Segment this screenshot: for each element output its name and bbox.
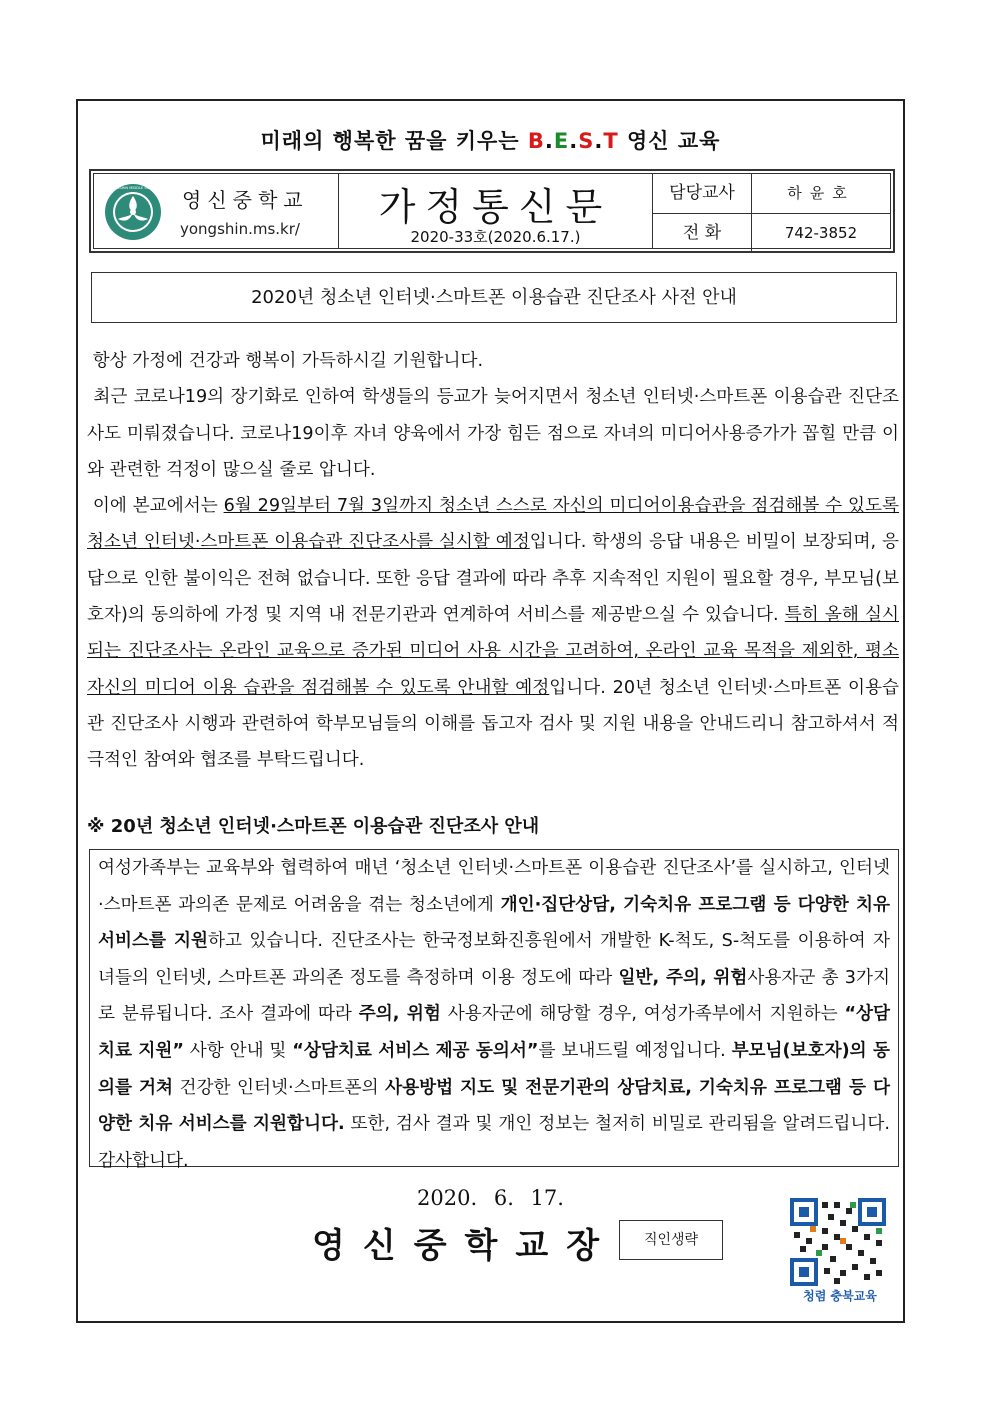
announcement-underline: 6월 29일부터 7월 3일까지 청소년 스스로 자신의 미디어이용습관을 점검해볼 수 있도록 청소년 인터넷·스마트폰 이용습관 진단조사를 실시할 예정 xyxy=(87,496,900,553)
notice-box xyxy=(89,849,899,1171)
header-table xyxy=(89,169,895,253)
notice-text: 사항 안내 및 xyxy=(183,1040,293,1061)
notice-heading: ※ 20년 청소년 인터넷·스마트폰 이용습관 진단조사 안내 xyxy=(87,816,540,837)
announcement-paragraph xyxy=(87,488,899,778)
slogan-letter-s: S xyxy=(578,129,595,153)
notice-emphasis: 사용방법 지도 및 전문기관의 상담치료, 기숙치유 프로그램 등 다양한 치유 서비스를 지원합니다. xyxy=(98,1077,891,1135)
greeting-paragraph xyxy=(87,343,899,379)
slogan-letter-e: E xyxy=(553,129,570,153)
phone-row xyxy=(653,214,890,253)
principal-signature: 영신중학교장 xyxy=(312,1226,618,1266)
school-logo-icon xyxy=(104,183,162,241)
school-url: yongshin.ms.kr/ xyxy=(180,220,300,238)
title-cell xyxy=(339,174,653,248)
announcement-text: 입니다. 20년 청소년 인터넷·스마트폰 이용습관 진단조사 시행과 관련하여 학부모님들의 이해를 돕고자 검사 및 지원 내용을 안내드리니 참고하셔서 적극적인 참여와 협조를 부탁드립니다. xyxy=(87,677,899,771)
slogan-text: 미래의 행복한 꿈을 키우는 xyxy=(260,129,528,153)
slogan-dot: . xyxy=(544,129,554,153)
announcement-text: 입니다. 학생의 응답 내용은 비밀이 보장되며, 응답으로 인한 불이익은 전혀 없습니다. 또한 응답 결과에 따라 추후 지속적인 지원이 필요할 경우, 부모님(보호자)의 동의하에 가정 및 지역 내 전문기관과 연계하여 서비스를 제공받으실 수 있습니다. xyxy=(87,532,899,626)
notice-text: 건강한 인터넷·스마트폰의 xyxy=(173,1077,386,1098)
phone-label: 전 화 xyxy=(653,214,752,253)
slogan-letter-b: B xyxy=(527,129,545,153)
teacher-value: 하윤호 xyxy=(787,184,855,202)
notice-text: 사용자군 총 3가지로 분류됩니다. 조사 결과에 따라 xyxy=(98,967,890,1025)
notice-emphasis: 일반, 주의, 위험 xyxy=(618,967,748,988)
notice-emphasis: “상담치료 지원” xyxy=(98,1004,891,1061)
contact-cell xyxy=(653,174,890,248)
newsletter-frame xyxy=(76,99,905,1323)
slogan xyxy=(78,125,903,155)
background-paragraph xyxy=(87,379,899,488)
notice-text: 사용자군에 해당할 경우, 여성가족부에서 지원하는 xyxy=(440,1004,845,1025)
notice-emphasis: “상담치료 서비스 제공 동의서” xyxy=(292,1040,539,1061)
notice-text: 또한, 검사 결과 및 개인 정보는 철저히 비밀로 관리됨을 알려드립니다. 감사합니다. xyxy=(98,1114,890,1171)
background-text: 최근 코로나19의 장기화로 인하여 학생들의 등교가 늦어지면서 청소년 인터넷·스마트폰 이용습관 진단조사도 미뤄졌습니다. 코로나19이후 자녀 양육에서 가장 힘든 점으로 자녀의 미디어사용증가가 꼽힐 만큼 이와 관련한 걱정이 많으실 줄로 압니다. xyxy=(87,387,899,480)
subject-box: 2020년 청소년 인터넷·스마트폰 이용습관 진단조사 사전 안내 xyxy=(91,272,897,323)
qr-caption: 청렴 충북교육 xyxy=(803,1289,877,1303)
issue-number: 2020-33호(2020.6.17.) xyxy=(410,228,581,246)
notice-emphasis: 주의, 위험 xyxy=(358,1004,441,1025)
slogan-dot: . xyxy=(594,129,604,153)
notice-text: 여성가족부는 교육부와 협력하여 매년 ‘청소년 인터넷·스마트폰 이용습관 진단조사’를 실시하고, 인터넷·스마트폰 과의존 문제로 어려움을 겪는 청소년에게 xyxy=(98,858,890,915)
slogan-letter-t: T xyxy=(603,129,619,153)
teacher-row xyxy=(653,174,890,214)
phone-value: 742-3852 xyxy=(784,224,858,242)
teacher-label: 담당교사 xyxy=(653,174,752,213)
notice-emphasis: 부모님(보호자)의 동의를 거쳐 xyxy=(98,1040,890,1098)
slogan-suffix: 영신 교육 xyxy=(618,129,721,153)
notice-emphasis: 개인·집단상담, 기숙치유 프로그램 등 다양한 치유 서비스를 지원 xyxy=(98,894,890,952)
newsletter-title: 가정통신문 xyxy=(378,185,613,229)
slogan-dot: . xyxy=(569,129,579,153)
school-cell xyxy=(94,174,339,248)
school-name: 영신중학교 xyxy=(182,188,309,212)
issue-date: 2020. 6. 17. xyxy=(417,1186,564,1210)
qr-code-icon xyxy=(790,1198,886,1286)
seal-omitted-box: 직인생략 xyxy=(619,1220,723,1260)
announcement-underline: 특히 올해 실시되는 진단조사는 온라인 교육으로 증가된 미디어 사용 시간을 고려하여, 온라인 교육 목적을 제외한, 평소 자신의 미디어 이용 습관을 점검해볼 수 있도록 안내할 예정 xyxy=(87,605,899,698)
greeting-text: 항상 가정에 건강과 행복이 가득하시길 기원합니다. xyxy=(92,351,484,371)
announcement-text: 이에 본교에서는 xyxy=(92,496,224,517)
notice-text: 하고 있습니다. 진단조사는 한국정보화진흥원에서 개발한 K-척도, S-척도를 이용하여 자녀들의 인터넷, 스마트폰 과의존 정도를 측정하며 이용 정도에 따라 xyxy=(98,931,890,988)
notice-text: 를 보내드릴 예정입니다. xyxy=(538,1040,732,1061)
svg-text:YOUNGSHIN MIDDLE SCHOOL: YOUNGSHIN MIDDLE SCHOOL xyxy=(106,186,160,190)
letter-body xyxy=(87,343,899,779)
